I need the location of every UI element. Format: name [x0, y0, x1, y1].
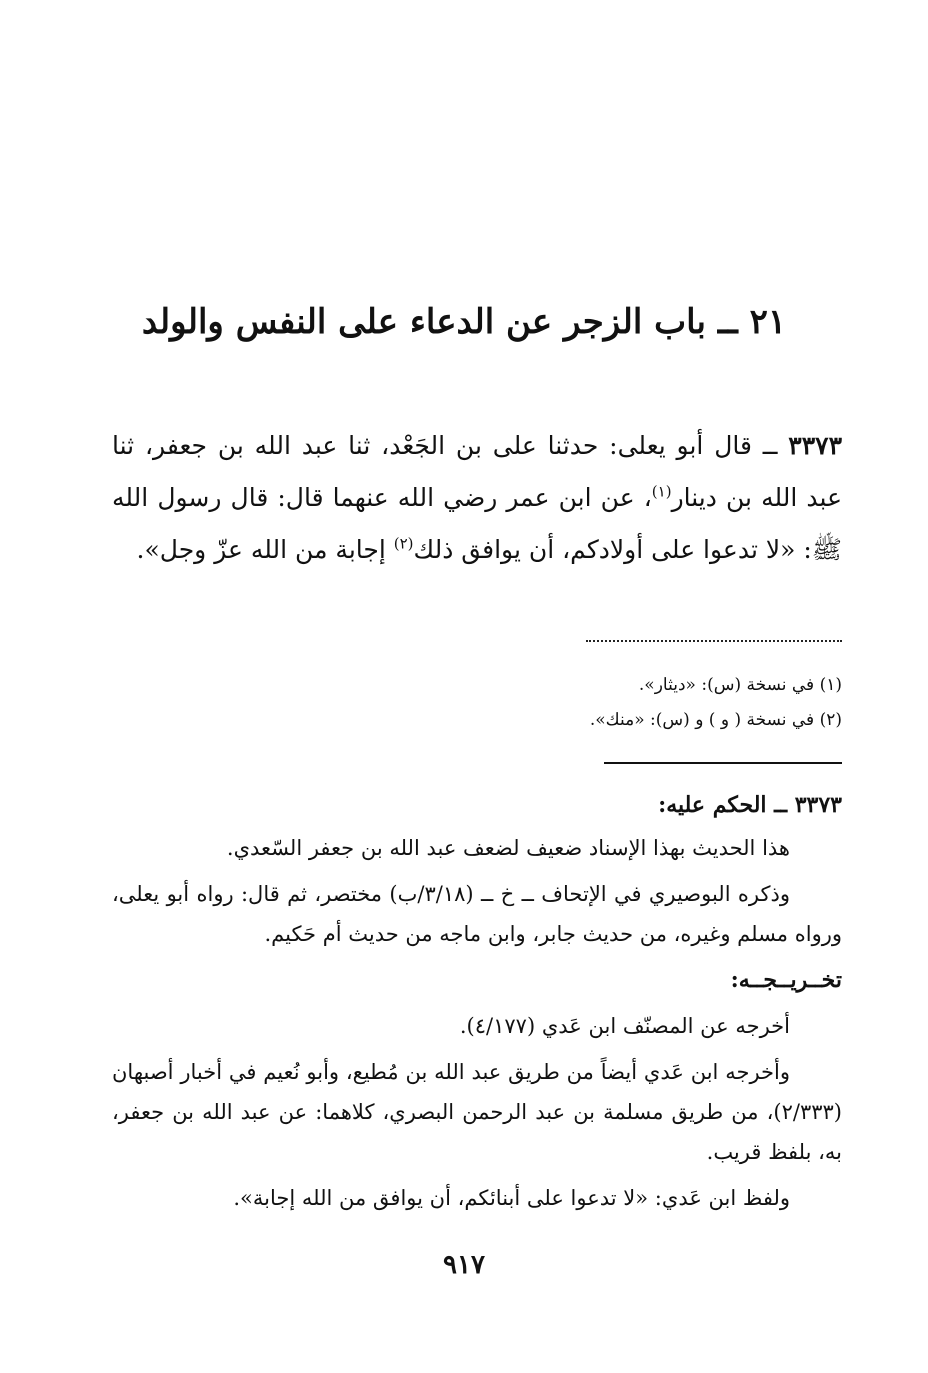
takhrij-paragraph-2: وأخرجه ابن عَدي أيضاً من طريق عبد الله بن مُطيع، وأبو نُعيم في أخبار أصبهان (٢/٣٣٣)، من طريق مسلمة بن عبد الرحمن البصري، كلاهما: عن عبد الله بن جعفر، به، بلفظ قريب. [112, 1060, 842, 1164]
hadith-text [112, 420, 842, 576]
takhrij-heading: تخــريــجــه: [730, 967, 842, 993]
footnote-ref-2: (٢) [393, 534, 414, 553]
takhrij-paragraph-1: أخرجه عن المصنّف ابن عَدي (٤/١٧٧). [459, 1014, 790, 1038]
hadith-lead: ــ قال أبو يعلى: حدثنا على بن الجَعْد، ثنا عبد الله بن جعفر، ثنا عبد الله بن دينار [112, 431, 843, 512]
ruling-text: هذا الحديث بهذا الإسناد ضعيف لضعف عبد الله بن جعفر السّعدي. [226, 836, 790, 860]
footnote-ref-1: (١) [651, 482, 672, 501]
section-divider [604, 762, 842, 764]
footnote-2: (٢) في نسخة ( و ) و (س): «منك». [589, 710, 842, 730]
hadith-tail: إجابة من الله عزّ وجل». [136, 535, 394, 564]
footnote-separator [586, 640, 842, 644]
busiri-text [112, 874, 842, 954]
busiri-paragraph: وذكره البوصيري في الإتحاف ــ خ ــ (٣/١٨/ب) مختصر، ثم قال: رواه أبو يعلى، ورواه مسلم وغيره، من حديث جابر، وابن ماجه من حديث أم حَكيم. [112, 882, 842, 946]
page-number: ٩١٧ [443, 1250, 485, 1280]
hadith-number: ٣٣٧٣ [788, 431, 842, 460]
ruling-heading: ٣٣٧٣ ــ الحكم عليه: [658, 792, 842, 818]
takhrij-paragraph-2-wrap [112, 1052, 842, 1172]
footnote-1: (١) في نسخة (س): «ديثار». [638, 675, 842, 695]
takhrij-paragraph-3: ولفظ ابن عَدي: «لا تدعوا على أبنائكم، أن يوافق من الله إجابة». [233, 1186, 790, 1210]
hadith-mid: ، عن ابن عمر رضي الله عنهما قال: قال رسول الله ﷺ: «لا تدعوا على أولادكم، أن يوافق ذلك [112, 483, 842, 564]
chapter-title: ٢١ ــ باب الزجر عن الدعاء على النفس والولد [141, 302, 787, 342]
